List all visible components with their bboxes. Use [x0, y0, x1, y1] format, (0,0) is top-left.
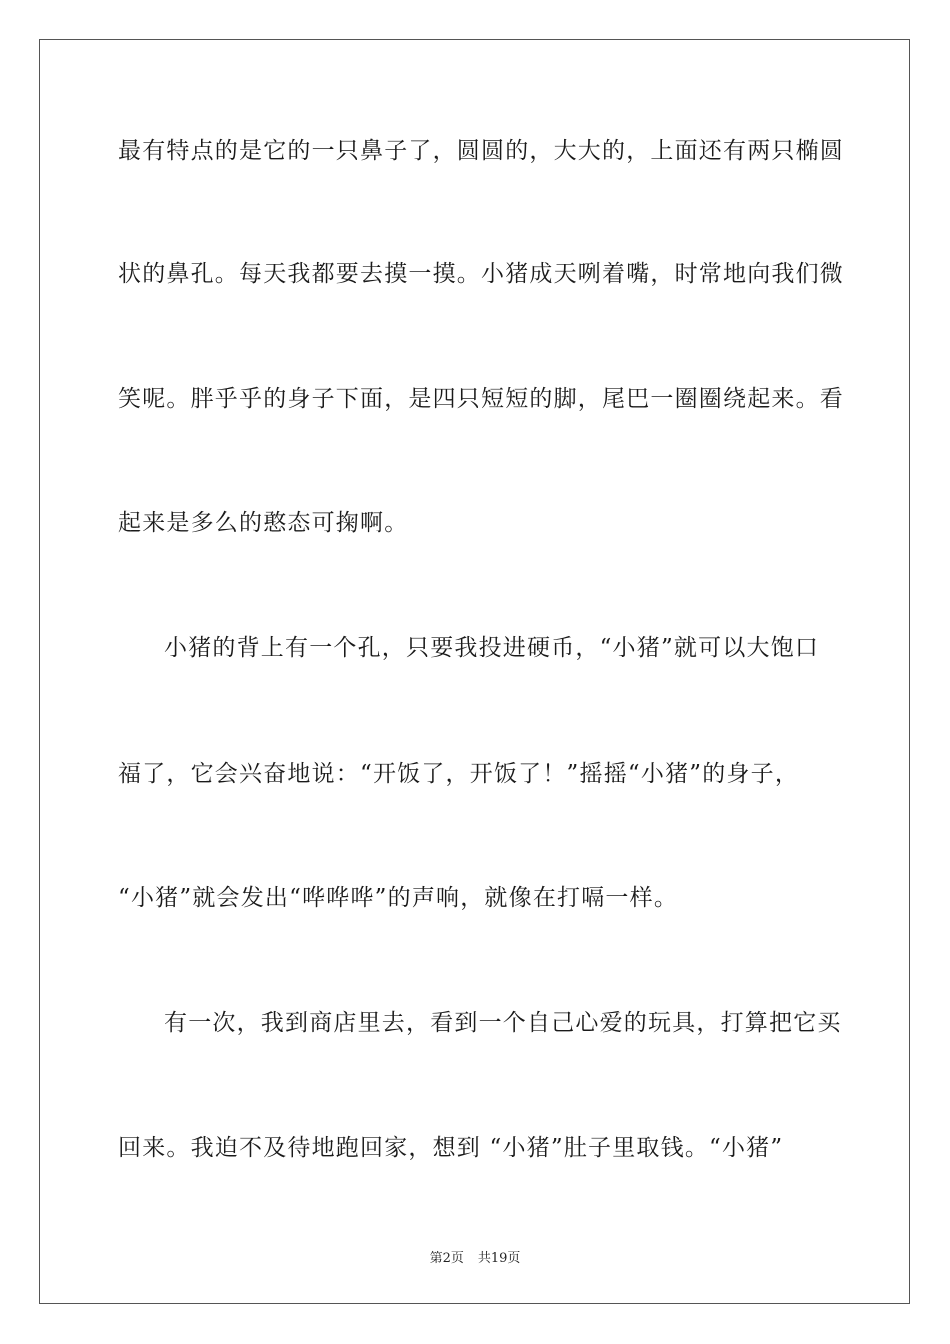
- page-footer: [0, 1247, 950, 1266]
- text-line-7: “小猪”就会发出“哗哗哗”的声响，就像在打嗝一样。: [118, 885, 679, 911]
- text-line-1: 最有特点的是它的一只鼻子了，圆圆的，大大的，上面还有两只椭圆: [118, 138, 844, 164]
- page-number: 第2页: [429, 1251, 464, 1266]
- total-pages: 共19页: [477, 1251, 521, 1266]
- text-line-8: 有一次，我到商店里去，看到一个自己心爱的玩具，打算把它买: [164, 1010, 842, 1036]
- text-line-6: 福了，它会兴奋地说：“开饭了，开饭了！”摇摇“小猪”的身子，: [118, 761, 800, 787]
- text-line-2: 状的鼻孔。每天我都要去摸一摸。小猪成天咧着嘴，时常地向我们微: [118, 261, 844, 287]
- text-line-5: 小猪的背上有一个孔，只要我投进硬币，“小猪”就可以大饱口: [164, 635, 820, 661]
- text-line-3: 笑呢。胖乎乎的身子下面，是四只短短的脚，尾巴一圈圈绕起来。看: [118, 386, 844, 412]
- page-border: [39, 39, 910, 1304]
- text-line-4: 起来是多么的憨态可掬啊。: [118, 510, 409, 536]
- text-line-9: 回来。我迫不及待地跑回家，想到 “小猪”肚子里取钱。“小猪”: [118, 1135, 784, 1161]
